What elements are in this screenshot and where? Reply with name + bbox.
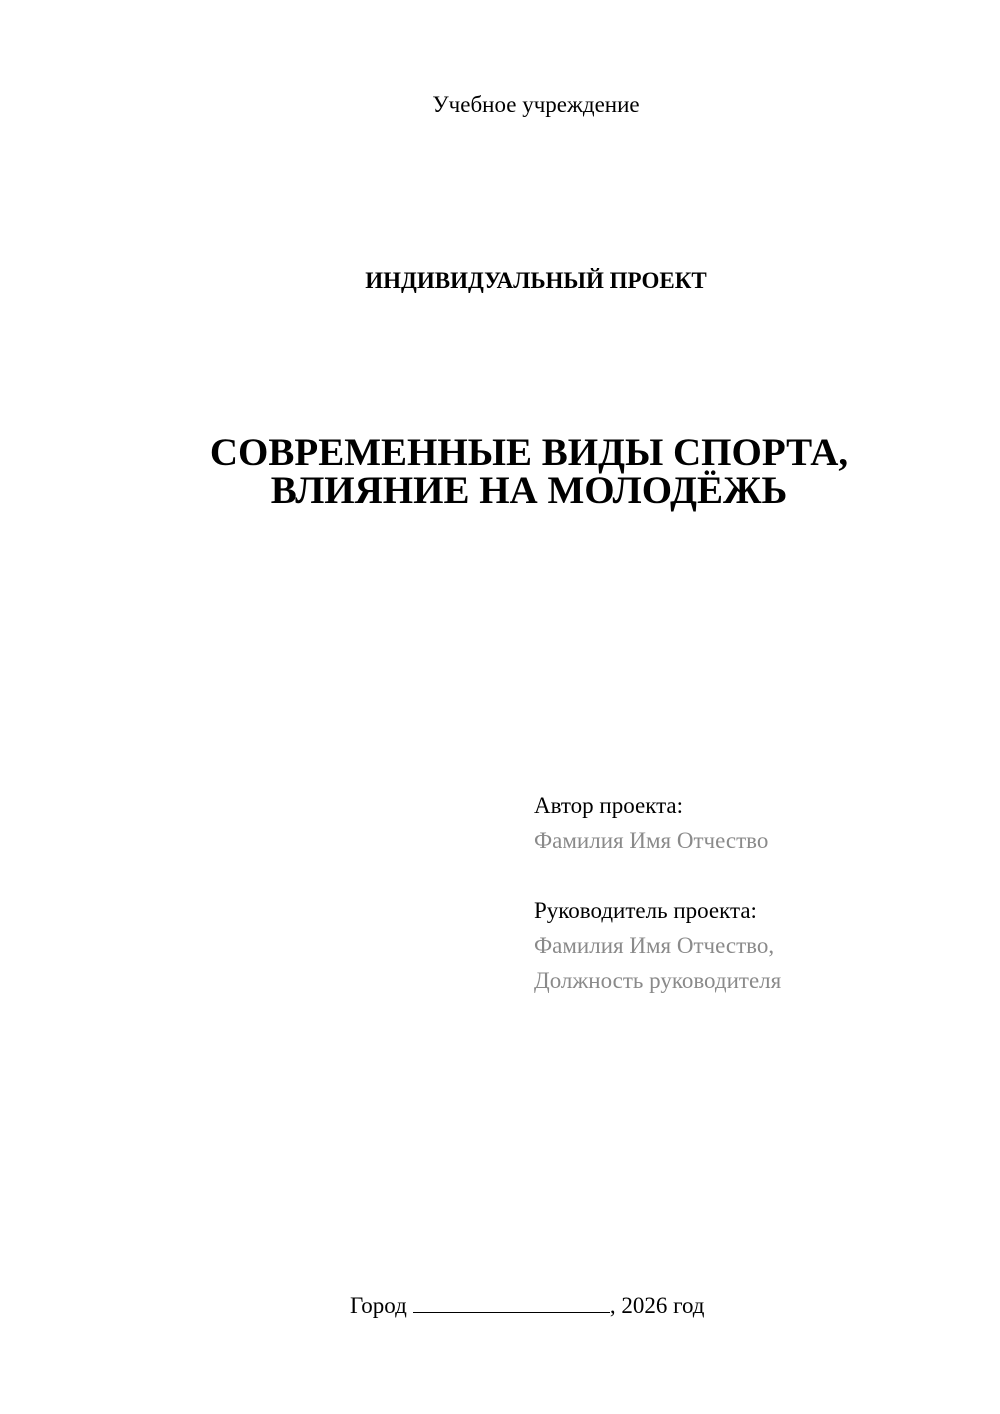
supervisor-position: Должность руководителя	[534, 968, 782, 993]
author-label: Автор проекта:	[534, 793, 683, 818]
footer-city-year	[350, 1290, 704, 1321]
info-spacer	[534, 858, 974, 893]
project-title-line-2: ВЛИЯНИЕ НА МОЛОДЁЖЬ	[270, 469, 788, 512]
project-title-line-1: СОВРЕМЕННЫЕ ВИДЫ СПОРТА,	[209, 431, 849, 474]
project-info-block	[534, 788, 974, 998]
document-type: ИНДИВИДУАЛЬНЫЙ ПРОЕКТ	[365, 268, 707, 293]
city-label: Город	[350, 1293, 407, 1318]
supervisor-label: Руководитель проекта:	[534, 898, 757, 923]
institution-name: Учебное учреждение	[432, 92, 640, 117]
city-blank-line	[413, 1290, 610, 1313]
year-text: , 2026 год	[609, 1293, 705, 1318]
supervisor-name: Фамилия Имя Отчество,	[534, 933, 775, 958]
project-title	[0, 431, 1000, 512]
author-name: Фамилия Имя Отчество	[534, 828, 769, 853]
